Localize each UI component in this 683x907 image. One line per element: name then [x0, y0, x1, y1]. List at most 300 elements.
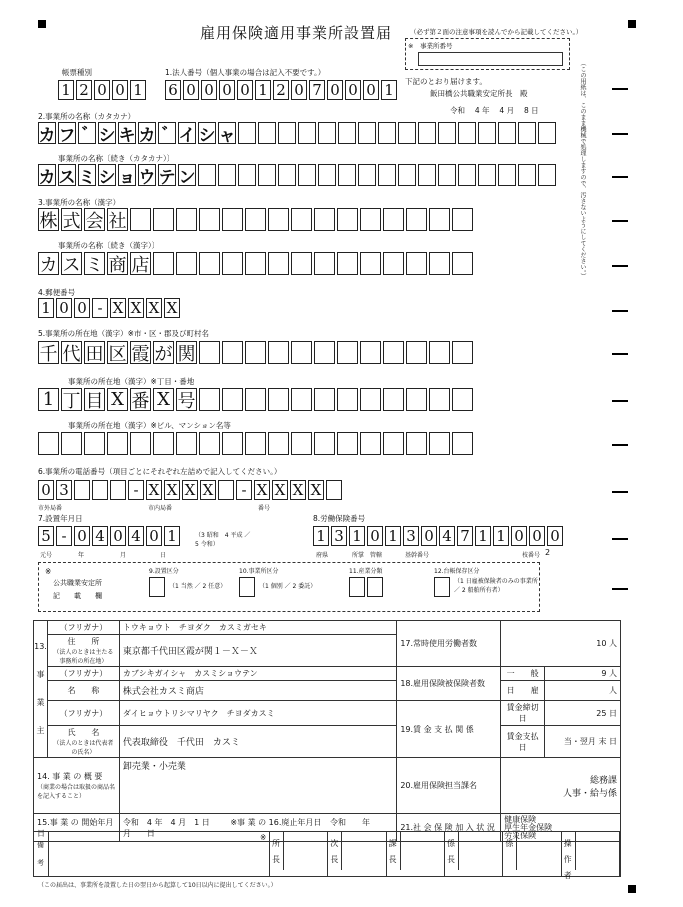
insno-char-box[interactable]: 3 [331, 526, 347, 546]
addr2-char-box[interactable]: 号 [176, 388, 197, 411]
namekana-char-box[interactable] [318, 122, 336, 144]
namekana-char-box[interactable]: キ [118, 122, 136, 144]
top-note: （必ず第２面の注意事項を読んでから記載してください。） [410, 28, 583, 36]
addr2-char-box[interactable] [337, 388, 358, 411]
phone-char-box[interactable]: X [182, 480, 198, 500]
corpno-char-box[interactable]: 0 [363, 80, 379, 100]
addr1-char-box[interactable]: 千 [38, 341, 59, 364]
namekanji2-char-box[interactable] [452, 252, 473, 275]
namekanji2-char-box[interactable] [314, 252, 335, 275]
namekana2-char-box[interactable] [458, 164, 476, 186]
person-label: 氏 名 [67, 728, 100, 737]
stamp-cell[interactable] [562, 832, 620, 880]
ocr-mark [612, 310, 628, 312]
insno-char-box[interactable]: 1 [475, 526, 491, 546]
phone-boxes [38, 480, 342, 500]
namekanji2-char-box[interactable] [222, 252, 243, 275]
namekanji2-char-box[interactable] [406, 252, 427, 275]
insno-char-box[interactable]: 4 [439, 526, 455, 546]
f12-opts: （1 日雇被保険者のみの事業所 ／ 2 船舶所有者） [454, 578, 538, 594]
namekanji-char-box[interactable]: 社 [107, 208, 128, 231]
insno-char-box[interactable]: 1 [313, 526, 329, 546]
namekana-char-box[interactable] [518, 122, 536, 144]
phone-label: 6.事業所の電話番号（項目ごとにそれぞれ左詰めで記入してください。） [38, 467, 282, 476]
insno-char-box[interactable]: 0 [511, 526, 527, 546]
namekana-char-box[interactable] [298, 122, 316, 144]
addr2-char-box[interactable] [314, 388, 335, 411]
stamp-cell[interactable] [503, 832, 561, 876]
namekana2-char-box[interactable]: ョ [118, 164, 136, 186]
namekana2-char-box[interactable] [418, 164, 436, 186]
corpno-char-box[interactable]: 0 [327, 80, 343, 100]
corpno-char-box[interactable]: 6 [165, 80, 181, 100]
namekana-char-box[interactable] [538, 122, 556, 144]
namekanji2-char-box[interactable]: 商 [107, 252, 128, 275]
namekanji-char-box[interactable] [268, 208, 289, 231]
namekanji-char-box[interactable]: 株 [38, 208, 59, 231]
namekana2-char-box[interactable]: カ [38, 164, 56, 186]
namekana-char-box[interactable] [478, 122, 496, 144]
namekanji2-char-box[interactable]: カ [38, 252, 59, 275]
postal-char-box[interactable]: - [92, 298, 108, 318]
office-no-field[interactable] [418, 52, 563, 66]
addr2-char-box[interactable]: 目 [84, 388, 105, 411]
insno-char-box[interactable]: 1 [385, 526, 401, 546]
corpno-char-box[interactable]: 0 [345, 80, 361, 100]
office-use-box [38, 562, 540, 612]
namekanji-char-box[interactable] [337, 208, 358, 231]
stamp-cell[interactable] [445, 832, 503, 876]
addr-value[interactable]: 東京都千代田区霞が関１－Ｘ－Ｘ [119, 635, 396, 667]
namekanji2-char-box[interactable]: 店 [130, 252, 151, 275]
namekanji2-char-box[interactable] [268, 252, 289, 275]
addr3-char-box[interactable] [245, 432, 266, 455]
addr1-char-box[interactable]: 関 [176, 341, 197, 364]
name-kanji-cont-boxes [38, 252, 473, 275]
namekana-char-box[interactable]: フ [58, 122, 76, 144]
f9-opts: （1 当然 ／ 2 任意） [169, 583, 227, 590]
postal-boxes [38, 298, 180, 318]
setupdate-char-box[interactable]: 0 [110, 526, 126, 546]
f21-health[interactable]: 健康保険 [504, 814, 537, 824]
namekana2-char-box[interactable] [498, 164, 516, 186]
name-kana-label: 2.事業所の名称（カタカナ） [38, 112, 136, 121]
phone-char-box[interactable] [110, 480, 126, 500]
phone-char-box[interactable] [74, 480, 90, 500]
f9-box[interactable] [149, 577, 165, 597]
name-kana-label-2: （フリガナ） [47, 667, 119, 681]
insno-char-box[interactable]: 0 [421, 526, 437, 546]
phone-char-box[interactable]: X [146, 480, 162, 500]
person-kana-label: （フリガナ） [47, 701, 119, 726]
corner-mark [628, 885, 636, 893]
addr3-char-box[interactable] [337, 432, 358, 455]
namekanji-char-box[interactable] [314, 208, 335, 231]
name-kana-boxes [38, 122, 556, 144]
f17-label: 17.常時使用労働者数 [397, 621, 501, 667]
addr2-char-box[interactable] [406, 388, 427, 411]
addr3-char-box[interactable] [130, 432, 151, 455]
addr2-char-box[interactable] [383, 388, 404, 411]
addr2-char-box[interactable] [268, 388, 289, 411]
namekanji2-char-box[interactable] [360, 252, 381, 275]
namekanji-char-box[interactable] [245, 208, 266, 231]
namekanji2-char-box[interactable] [429, 252, 450, 275]
namekanji-char-box[interactable] [429, 208, 450, 231]
namekana-char-box[interactable] [238, 122, 256, 144]
ocr-mark [612, 220, 628, 222]
person-value[interactable]: 代表取締役 千代田 カスミ [119, 726, 396, 758]
namekanji2-char-box[interactable] [337, 252, 358, 275]
addr2-char-box[interactable] [429, 388, 450, 411]
company-name-value[interactable]: 株式会社カスミ商店 [119, 681, 396, 701]
namekana2-char-box[interactable]: テ [158, 164, 176, 186]
ins-sub-pref: 府県 [316, 552, 329, 559]
addr1-char-box[interactable] [452, 341, 473, 364]
phone-char-box[interactable] [218, 480, 234, 500]
namekanji-char-box[interactable] [222, 208, 243, 231]
addr1-char-box[interactable] [314, 341, 335, 364]
namekana-char-box[interactable]: カ [38, 122, 56, 144]
namekana2-char-box[interactable]: ス [58, 164, 76, 186]
postal-char-box[interactable]: X [146, 298, 162, 318]
addr3-boxes [38, 432, 473, 455]
stamp-mark: ※ [260, 833, 267, 842]
phone-char-box[interactable]: X [308, 480, 324, 500]
addressee: 飯田橋公共職業安定所長 殿 [430, 89, 528, 98]
addr3-char-box[interactable] [383, 432, 404, 455]
f19-pay-value[interactable]: 当・翌月 末 日 [545, 726, 621, 758]
f19-label: 19.賃 金 支 払 関 係 [397, 701, 501, 758]
phone-char-box[interactable]: X [200, 480, 216, 500]
ins-sub-4: 枝番号 [522, 552, 541, 559]
addr1-char-box[interactable]: 区 [107, 341, 128, 364]
phone-sub-c: 番号 [258, 505, 271, 512]
namekana2-char-box[interactable] [518, 164, 536, 186]
stamp-cell[interactable] [387, 832, 445, 876]
ocr-mark [612, 538, 628, 540]
corpno-char-box[interactable]: 2 [273, 80, 289, 100]
postal-char-box[interactable]: 0 [56, 298, 72, 318]
corpno-char-box[interactable]: 0 [183, 80, 199, 100]
addr1-char-box[interactable] [222, 341, 243, 364]
corpno-char-box[interactable]: 7 [309, 80, 325, 100]
setup-era-note: （3 昭和 4 平成 ／ 5 令和） [195, 532, 251, 548]
namekana2-char-box[interactable] [198, 164, 216, 186]
setupdate-char-box[interactable]: 5 [38, 526, 54, 546]
start-date-label: 15.事 業 の 開始年月日 [34, 814, 120, 842]
ftype-char-box[interactable]: 0 [94, 80, 110, 100]
namekana2-char-box[interactable] [378, 164, 396, 186]
namekanji2-char-box[interactable] [291, 252, 312, 275]
namekanji-char-box[interactable] [130, 208, 151, 231]
addr2-char-box[interactable]: X [153, 388, 174, 411]
phone-dash: - [236, 480, 252, 500]
addr3-char-box[interactable] [176, 432, 197, 455]
addr3-char-box[interactable] [61, 432, 82, 455]
setupdate-char-box[interactable]: - [56, 526, 72, 546]
namekanji-char-box[interactable] [291, 208, 312, 231]
addr2-char-box[interactable] [245, 388, 266, 411]
f18-daily-value[interactable]: 人 [545, 681, 621, 701]
phone-char-box[interactable] [92, 480, 108, 500]
addr3-char-box[interactable] [268, 432, 289, 455]
addr1-char-box[interactable] [406, 341, 427, 364]
f19-close-label: 賃金締切日 [501, 701, 545, 726]
namekana2-char-box[interactable] [438, 164, 456, 186]
addr1-char-box[interactable] [268, 341, 289, 364]
addr2-char-box[interactable] [199, 388, 220, 411]
addr1-char-box[interactable] [337, 341, 358, 364]
name-kana-cont-boxes [38, 164, 556, 186]
namekana2-char-box[interactable] [398, 164, 416, 186]
namekanji-char-box[interactable] [199, 208, 220, 231]
corpno-char-box[interactable]: 0 [291, 80, 307, 100]
namekana2-char-box[interactable]: ミ [78, 164, 96, 186]
addr2-char-box[interactable]: X [107, 388, 128, 411]
addr3-char-box[interactable] [107, 432, 128, 455]
insno-char-box[interactable]: 1 [349, 526, 365, 546]
namekana-char-box[interactable]: シ [98, 122, 116, 144]
addr3-char-box[interactable] [84, 432, 105, 455]
namekanji2-char-box[interactable] [153, 252, 174, 275]
addr3-char-box[interactable] [153, 432, 174, 455]
addr3-char-box[interactable] [452, 432, 473, 455]
form-type-boxes [58, 80, 146, 100]
setupdate-char-box[interactable]: 4 [128, 526, 144, 546]
f10-opts: （1 個別 ／ 2 委託） [259, 583, 317, 590]
namekanji-char-box[interactable] [153, 208, 174, 231]
namekana-char-box[interactable] [358, 122, 376, 144]
end-date-value[interactable]: 令和 年 月 日 [122, 817, 386, 838]
namekana-char-box[interactable] [458, 122, 476, 144]
f10-box[interactable] [239, 577, 255, 597]
corpno-char-box[interactable]: 0 [237, 80, 253, 100]
namekana-char-box[interactable] [258, 122, 276, 144]
phone-dash: - [128, 480, 144, 500]
namekana2-char-box[interactable] [338, 164, 356, 186]
stamp-cell-label: 次長 [330, 832, 342, 870]
setup-sub-day: 日 [160, 552, 167, 559]
remarks-row [33, 831, 621, 880]
namekana2-char-box[interactable] [298, 164, 316, 186]
addr2-boxes [38, 388, 473, 411]
setup-sub-year: 年 [78, 552, 85, 559]
postal-char-box[interactable]: 0 [74, 298, 90, 318]
namekana2-char-box[interactable] [278, 164, 296, 186]
namekanji-char-box[interactable] [176, 208, 197, 231]
insno-char-box[interactable]: 0 [367, 526, 383, 546]
setupdate-char-box[interactable]: 0 [74, 526, 90, 546]
submit-date: 令和 4 年 4 月 8 日 [450, 106, 539, 115]
namekana2-char-box[interactable] [218, 164, 236, 186]
namekana-char-box[interactable] [378, 122, 396, 144]
namekanji-char-box[interactable] [360, 208, 381, 231]
f10-label: 10.事業所区分 [239, 568, 279, 575]
corpno-char-box[interactable]: 1 [255, 80, 271, 100]
postal-char-box[interactable]: 1 [38, 298, 54, 318]
setupdate-char-box[interactable]: 1 [164, 526, 180, 546]
f20-value1[interactable]: 総務課 [589, 775, 617, 786]
namekana2-char-box[interactable]: シ [98, 164, 116, 186]
f18-general-value[interactable]: 9 人 [545, 667, 621, 681]
start-date-value[interactable]: 令和 4 年 4 月 1 日 [122, 817, 210, 827]
addr1-char-box[interactable]: が [153, 341, 174, 364]
company-kana-value[interactable]: カブシキガイシャ カスミショウテン [119, 667, 396, 681]
ftype-char-box[interactable]: 2 [76, 80, 92, 100]
f21-workers[interactable]: 労災保険 [504, 830, 537, 840]
addr1-char-box[interactable] [429, 341, 450, 364]
namekana-char-box[interactable] [498, 122, 516, 144]
f20-value2[interactable]: 人事・給与係 [562, 788, 617, 799]
namekanji2-char-box[interactable]: ス [61, 252, 82, 275]
addr2-char-box[interactable]: 丁 [61, 388, 82, 411]
addr-note: （法人のときは主たる事務所の所在地） [53, 649, 114, 665]
namekanji-char-box[interactable] [406, 208, 427, 231]
ocr-mark [612, 400, 628, 402]
insno-char-box[interactable]: 0 [529, 526, 545, 546]
insno-char-box[interactable]: 3 [403, 526, 419, 546]
namekana2-char-box[interactable] [318, 164, 336, 186]
corp-no-label: 1.法人番号（個人事業の場合は記入不要です。） [165, 68, 326, 77]
addr3-char-box[interactable] [38, 432, 59, 455]
addr3-char-box[interactable] [429, 432, 450, 455]
addr3-char-box[interactable] [360, 432, 381, 455]
namekana-char-box[interactable]: シ [198, 122, 216, 144]
biz-summary-value[interactable]: 卸売業・小売業 [119, 758, 396, 814]
addr2-char-box[interactable]: 番 [130, 388, 151, 411]
phone-char-box[interactable] [326, 480, 342, 500]
namekanji2-char-box[interactable] [383, 252, 404, 275]
namekanji-char-box[interactable] [383, 208, 404, 231]
addr3-char-box[interactable] [222, 432, 243, 455]
phone-char-box[interactable]: X [254, 480, 270, 500]
namekanji2-char-box[interactable] [199, 252, 220, 275]
addr2-char-box[interactable] [452, 388, 473, 411]
namekana-char-box[interactable]: ャ [218, 122, 236, 144]
ocr-mark [612, 176, 628, 178]
namekana2-char-box[interactable] [238, 164, 256, 186]
phone-char-box[interactable]: X [290, 480, 306, 500]
office-box-title: ※ [45, 567, 52, 576]
addr3-label: 事業所の所在地（漢字）※ビル、マンション名等 [68, 421, 231, 430]
addr2-char-box[interactable] [222, 388, 243, 411]
name-kanji-cont-label: 事業所の名称〔続き（漢字）〕 [58, 241, 160, 250]
addr2-char-box[interactable] [360, 388, 381, 411]
person-kana-value[interactable]: ダイヒョウトリシマリヤク チヨダカスミ [119, 701, 396, 726]
postal-char-box[interactable]: X [110, 298, 126, 318]
namekanji2-char-box[interactable] [245, 252, 266, 275]
namekanji-char-box[interactable]: 式 [61, 208, 82, 231]
addr3-char-box[interactable] [199, 432, 220, 455]
insno-char-box[interactable]: 1 [493, 526, 509, 546]
f19-close-value[interactable]: 25 日 [545, 701, 621, 726]
ocr-mark [612, 353, 628, 355]
f12-box[interactable] [434, 577, 450, 597]
addr1-char-box[interactable] [245, 341, 266, 364]
namekanji-char-box[interactable] [452, 208, 473, 231]
addr1-char-box[interactable]: 代 [61, 341, 82, 364]
namekana-char-box[interactable] [338, 122, 356, 144]
namekana-char-box[interactable] [278, 122, 296, 144]
namekanji-char-box[interactable]: 会 [84, 208, 105, 231]
namekana-char-box[interactable] [78, 122, 96, 144]
remarks-label: 備考 [37, 841, 44, 867]
addr2-char-box[interactable] [291, 388, 312, 411]
namekana-char-box[interactable] [398, 122, 416, 144]
company-name-label: 名 称 [47, 681, 119, 701]
corpno-char-box[interactable]: 0 [201, 80, 217, 100]
namekana-char-box[interactable] [158, 122, 176, 144]
phone-char-box[interactable]: 3 [56, 480, 72, 500]
f11-box-1[interactable] [349, 577, 365, 597]
phone-char-box[interactable]: X [272, 480, 288, 500]
f11-box-2[interactable] [367, 577, 383, 597]
ftype-char-box[interactable]: 0 [112, 80, 128, 100]
phone-char-box[interactable]: 0 [38, 480, 54, 500]
corpno-char-box[interactable]: 0 [219, 80, 235, 100]
namekana2-char-box[interactable] [258, 164, 276, 186]
namekana2-char-box[interactable]: ン [178, 164, 196, 186]
f18-label: 18.雇用保険被保険者数 [397, 667, 501, 701]
addr3-char-box[interactable] [291, 432, 312, 455]
addr1-char-box[interactable] [383, 341, 404, 364]
addr1-char-box[interactable] [291, 341, 312, 364]
namekana-char-box[interactable]: カ [138, 122, 156, 144]
addr-kana-value[interactable]: トウキョウト チヨダク カスミガセキ [119, 621, 396, 635]
insno-char-box[interactable]: 0 [547, 526, 563, 546]
f17-value[interactable]: 10 人 [501, 621, 621, 667]
addr2-char-box[interactable]: 1 [38, 388, 59, 411]
stamp-cell[interactable] [270, 832, 328, 876]
addr1-char-box[interactable]: 霞 [130, 341, 151, 364]
namekana-char-box[interactable] [438, 122, 456, 144]
stamp-cell[interactable] [328, 832, 386, 876]
addr1-char-box[interactable]: 田 [84, 341, 105, 364]
phone-char-box[interactable]: X [164, 480, 180, 500]
namekana2-char-box[interactable] [358, 164, 376, 186]
namekana-char-box[interactable] [418, 122, 436, 144]
f21-pension[interactable]: 厚生年金保険 [504, 822, 553, 832]
addr1-label: 5.事業所の所在地（漢字）※市・区・郡及び町村名 [38, 329, 209, 338]
addr-label: 住 所 [67, 637, 100, 646]
addr3-char-box[interactable] [314, 432, 335, 455]
postal-char-box[interactable]: X [128, 298, 144, 318]
namekana2-char-box[interactable] [538, 164, 556, 186]
ins-sub-2: 管轄 [370, 552, 383, 559]
setupdate-char-box[interactable]: 4 [92, 526, 108, 546]
ocr-mark [612, 265, 628, 267]
namekanji2-char-box[interactable]: ミ [84, 252, 105, 275]
addr1-char-box[interactable] [360, 341, 381, 364]
ins-sub-3: 基幹番号 [405, 552, 430, 559]
addr1-boxes [38, 341, 473, 364]
ftype-char-box[interactable]: 1 [58, 80, 74, 100]
setupdate-char-box[interactable]: 0 [146, 526, 162, 546]
namekanji2-char-box[interactable] [176, 252, 197, 275]
namekana-char-box[interactable]: イ [178, 122, 196, 144]
insno-char-box[interactable]: 7 [457, 526, 473, 546]
addr1-char-box[interactable] [199, 341, 220, 364]
ftype-char-box[interactable]: 1 [130, 80, 146, 100]
namekana2-char-box[interactable] [478, 164, 496, 186]
namekana2-char-box[interactable]: ウ [138, 164, 156, 186]
postal-char-box[interactable]: X [164, 298, 180, 318]
addr3-char-box[interactable] [406, 432, 427, 455]
setup-sub-month: 月 [120, 552, 127, 559]
remarks-field[interactable] [49, 832, 269, 876]
corpno-char-box[interactable]: 1 [381, 80, 397, 100]
